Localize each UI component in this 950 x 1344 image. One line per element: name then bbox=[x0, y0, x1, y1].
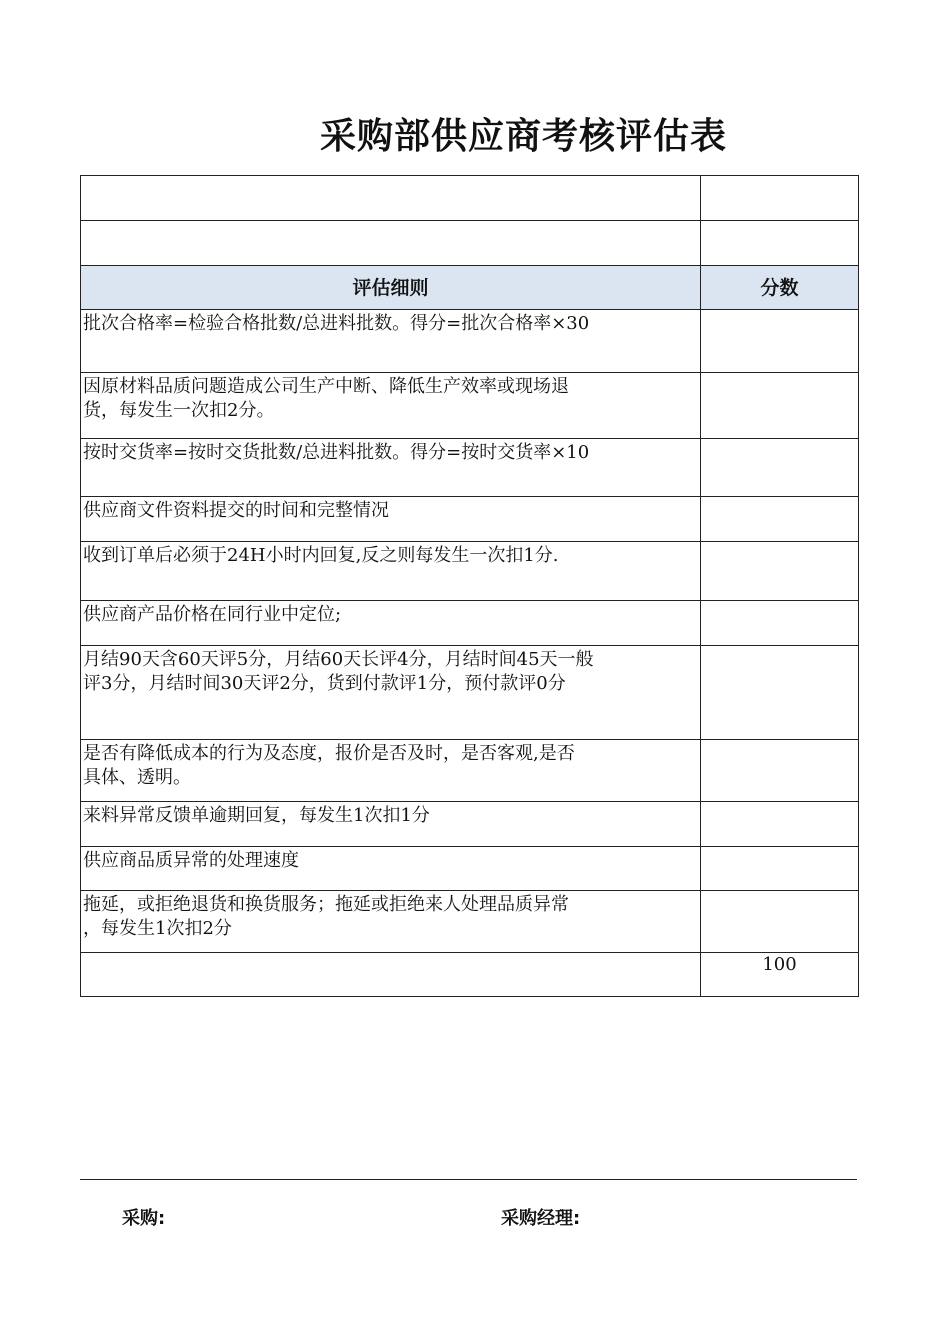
detail-cell[interactable] bbox=[81, 373, 701, 439]
score-cell[interactable] bbox=[701, 542, 859, 601]
detail-text: 供应商品质异常的处理速度 bbox=[83, 850, 299, 871]
table-row bbox=[81, 646, 859, 740]
table-row bbox=[81, 740, 859, 802]
blank-cell[interactable] bbox=[701, 221, 859, 266]
table-row bbox=[81, 601, 859, 646]
detail-cell[interactable] bbox=[81, 310, 701, 373]
score-cell[interactable] bbox=[701, 646, 859, 740]
total-row bbox=[81, 953, 859, 997]
table-row bbox=[81, 310, 859, 373]
blank-cell[interactable] bbox=[701, 176, 859, 221]
detail-text: 按时交货率=按时交货批数/总进料批数。得分=按时交货率×10 bbox=[83, 442, 590, 463]
detail-cell[interactable] bbox=[81, 439, 701, 497]
detail-text: 批次合格率=检验合格批数/总进料批数。得分=批次合格率×30 bbox=[83, 313, 590, 334]
detail-text: 收到订单后必须于24H小时内回复,反之则每发生一次扣1分. bbox=[83, 545, 559, 566]
blank-row bbox=[81, 221, 859, 266]
score-cell[interactable] bbox=[701, 601, 859, 646]
detail-cell[interactable] bbox=[81, 891, 701, 953]
score-cell[interactable] bbox=[701, 310, 859, 373]
detail-text: 来料异常反馈单逾期回复，每发生1次扣1分 bbox=[83, 805, 430, 826]
score-cell[interactable] bbox=[701, 847, 859, 891]
detail-cell[interactable] bbox=[81, 497, 701, 542]
score-cell[interactable] bbox=[701, 439, 859, 497]
evaluation-table bbox=[80, 175, 859, 997]
score-cell[interactable] bbox=[701, 802, 859, 847]
table-row bbox=[81, 891, 859, 953]
table-row bbox=[81, 802, 859, 847]
detail-cell[interactable] bbox=[81, 847, 701, 891]
blank-cell[interactable] bbox=[81, 221, 701, 266]
header-row bbox=[81, 266, 859, 310]
blank-cell[interactable] bbox=[81, 176, 701, 221]
detail-cell[interactable] bbox=[81, 646, 701, 740]
score-cell[interactable] bbox=[701, 497, 859, 542]
detail-cell[interactable] bbox=[81, 740, 701, 802]
signature-divider bbox=[80, 1179, 857, 1180]
buyer-signature-label: 采购: bbox=[122, 1208, 166, 1229]
detail-text: 是否有降低成本的行为及态度，报价是否及时，是否客观,是否 具体、透明。 bbox=[83, 743, 575, 788]
header-score: 分数 bbox=[701, 266, 859, 310]
table-row bbox=[81, 847, 859, 891]
detail-text: 因原材料品质问题造成公司生产中断、降低生产效率或现场退 货，每发生一次扣2分。 bbox=[83, 376, 569, 421]
score-cell[interactable] bbox=[701, 891, 859, 953]
detail-text: 月结90天含60天评5分，月结60天长评4分，月结时间45天一般 评3分，月结时间30天评2分，货到付款评1分，预付款评0分 bbox=[83, 649, 594, 694]
table-row bbox=[81, 542, 859, 601]
blank-row bbox=[81, 176, 859, 221]
detail-cell[interactable] bbox=[81, 601, 701, 646]
manager-signature-label: 采购经理: bbox=[501, 1208, 581, 1229]
score-cell[interactable] bbox=[701, 373, 859, 439]
table-row bbox=[81, 497, 859, 542]
header-detail: 评估细则 bbox=[81, 266, 701, 310]
detail-cell[interactable] bbox=[81, 802, 701, 847]
table-row bbox=[81, 439, 859, 497]
detail-text: 拖延，或拒绝退货和换货服务；拖延或拒绝来人处理品质异常 ，每发生1次扣2分 bbox=[83, 894, 569, 939]
score-cell[interactable] bbox=[701, 740, 859, 802]
total-score-cell[interactable]: 100 bbox=[701, 953, 859, 997]
detail-text: 供应商文件资料提交的时间和完整情况 bbox=[83, 500, 389, 521]
page-title: 采购部供应商考核评估表 bbox=[319, 116, 727, 157]
table-row bbox=[81, 373, 859, 439]
detail-text: 供应商产品价格在同行业中定位; bbox=[83, 604, 342, 625]
detail-cell[interactable] bbox=[81, 542, 701, 601]
total-detail-cell[interactable] bbox=[81, 953, 701, 997]
